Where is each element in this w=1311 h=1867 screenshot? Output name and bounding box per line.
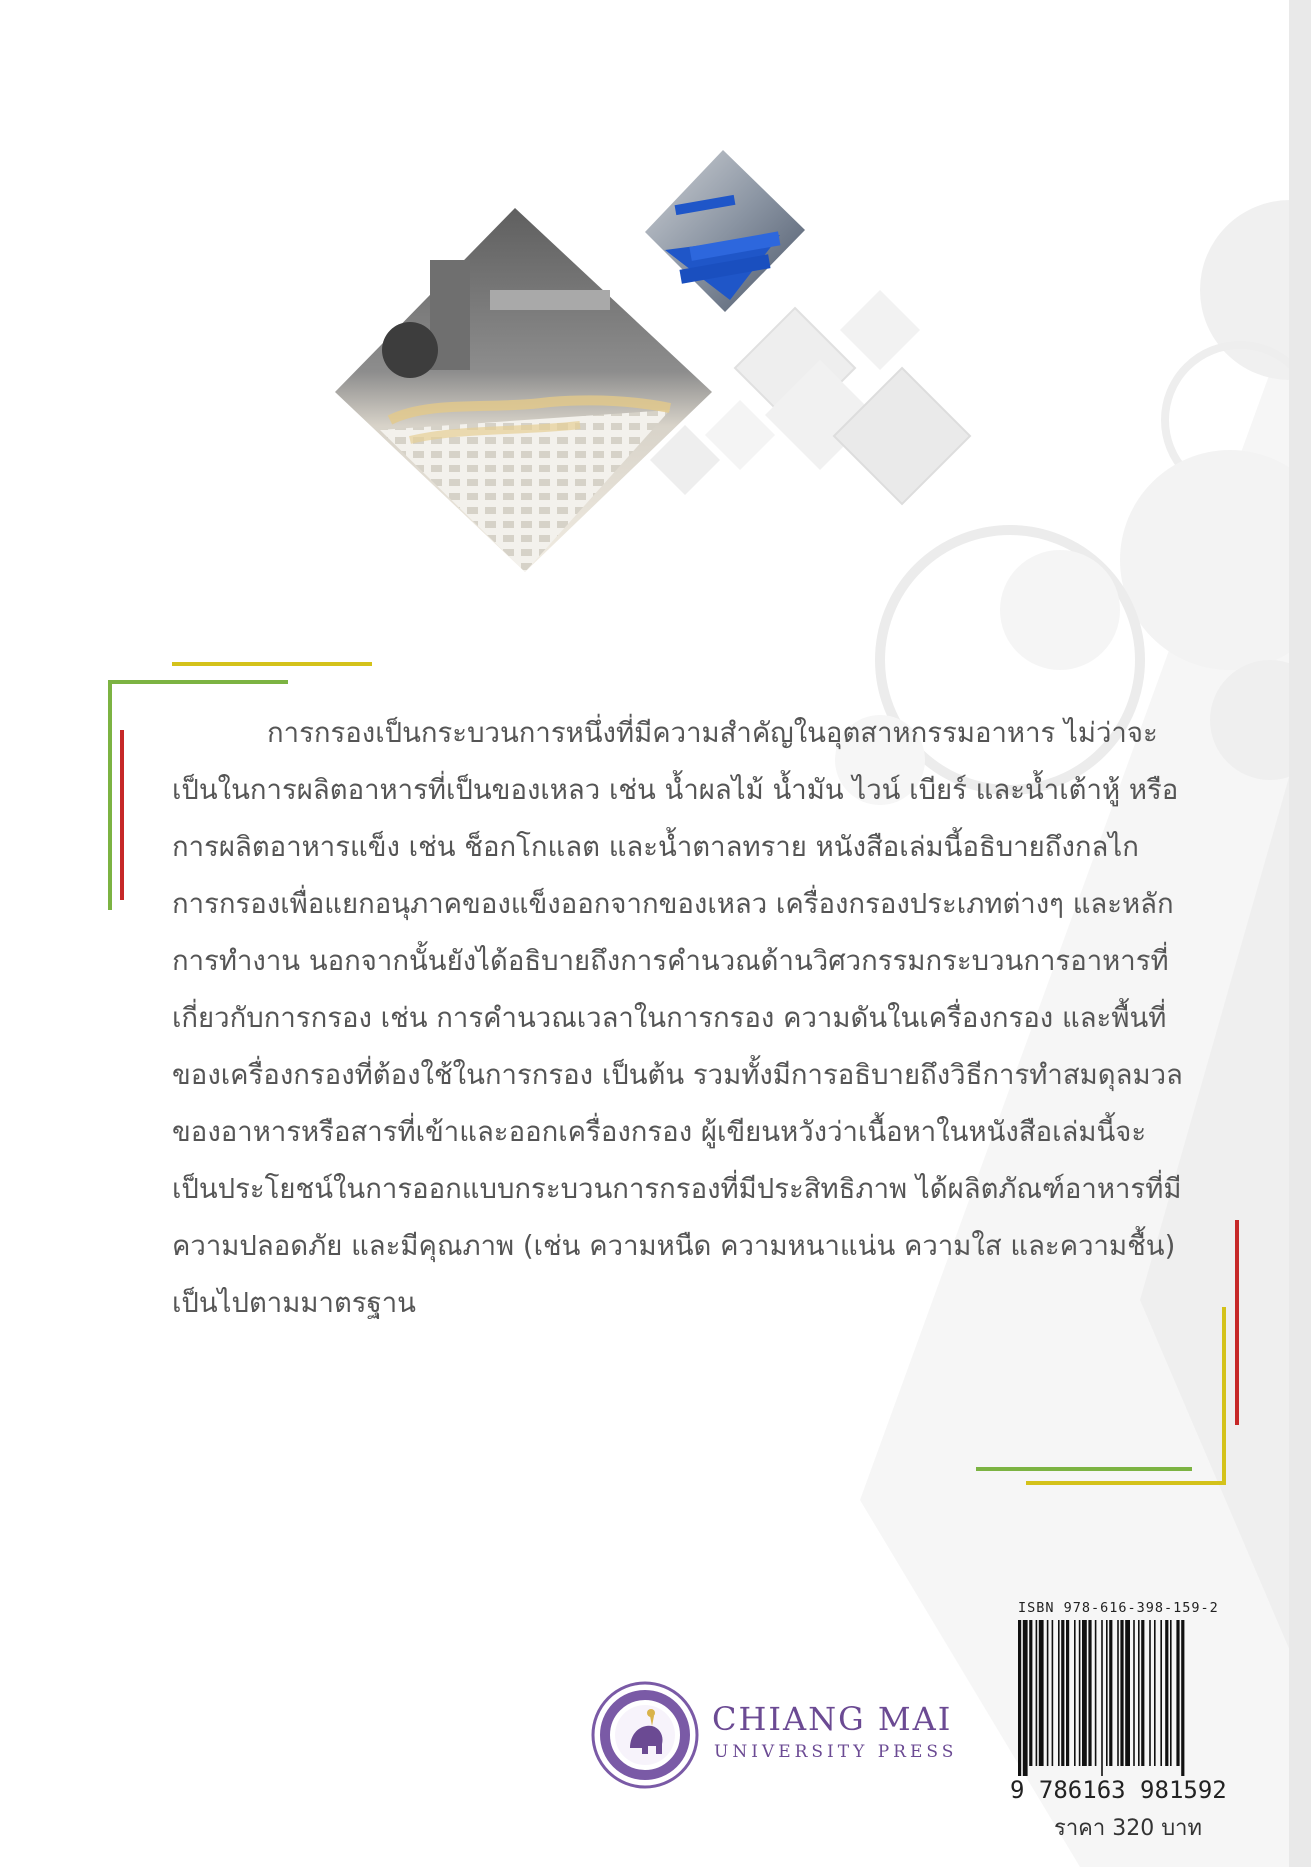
chiang-mai-university-seal-icon (590, 1680, 700, 1790)
accent-line-red-vertical-right (1235, 1220, 1239, 1425)
photo-conveyor (335, 208, 712, 572)
barcode-stripe (1029, 1620, 1032, 1766)
accent-line-green-bottom (976, 1467, 1192, 1471)
barcode-stripe (1120, 1620, 1123, 1766)
barcode-stripe (1106, 1620, 1108, 1766)
isbn-barcode-block (1010, 1600, 1250, 1841)
barcode-stripe (1101, 1620, 1103, 1776)
accent-line-yellow-bottom (1026, 1481, 1226, 1485)
barcode-digits: 9 786163 981592 (1010, 1776, 1227, 1804)
barcode-icon (1010, 1620, 1250, 1776)
barcode-stripe (1095, 1620, 1097, 1766)
barcode-stripe (1074, 1620, 1076, 1766)
barcode-stripe (1058, 1620, 1060, 1766)
barcode-stripe (1023, 1620, 1028, 1776)
barcode-stripe (1036, 1620, 1038, 1766)
accent-line-red-vertical-left (120, 730, 124, 900)
price-label: ราคา 320 บาท (1054, 1816, 1203, 1841)
accent-line-yellow-top (172, 662, 372, 666)
publisher-logo (590, 1680, 970, 1790)
barcode-stripe (1082, 1620, 1087, 1766)
book-description: การกรองเป็นกระบวนการหนึ่งที่มีความสำคัญในอุตสาหกรรมอาหาร ไม่ว่าจะเป็นในการผลิตอาหารที่เป็นของเหลว เช่น น้ำผลไม้ น้ำมัน ไวน์ เบียร์ และน้ำเต้าหู้ หรือการผลิตอาหารแข็ง เช่น ช็อกโกแลต และน้ำตาลทราย หนังสือเล่มนี้อธิบายถึงกลไกการกรองเพื่อแยกอนุภาคของแข็งออกจากของเหลว เครื่องกรองประเภทต่างๆ และหลักการทำงาน นอกจากนั้นยังได้อธิบายถึงการคำนวณด้านวิศวกรรมกระบวนการอาหารที่เกี่ยวกับการกรอง เช่น การคำนวณเวลาในการกรอง ความดันในเครื่องกรอง และพื้นที่ของเครื่องกรองที่ต้องใช้ในการกรอง เป็นต้น รวมทั้งมีการอธิบายถึงวิธีการทำสมดุลมวลของอาหารหรือสารที่เข้าและออกเครื่องกรอง ผู้เขียนหวังว่าเนื้อหาในหนังสือเล่มนี้จะเป็นประโยชน์ในการออกแบบกระบวนการกรองที่มีประสิทธิภาพ ได้ผลิตภัณฑ์อาหารที่มีความปลอดภัย และมีคุณภาพ (เช่น ความหนืด ความหนาแน่น ความใส และความชื้น) เป็นไปตามมาตรฐาน (172, 717, 1183, 1319)
barcode-stripe (1125, 1620, 1130, 1766)
photo-blue-rollers (645, 150, 805, 312)
barcode-stripe (1052, 1620, 1054, 1766)
isbn-label: ISBN 978-616-398-159-2 (1018, 1600, 1219, 1616)
barcode-stripe (1039, 1620, 1044, 1766)
barcode-stripe (1160, 1620, 1162, 1766)
accent-line-green-vertical (108, 680, 112, 910)
barcode-stripe (1079, 1620, 1081, 1766)
barcode-stripe (1154, 1620, 1156, 1766)
publisher-subtitle: UNIVERSITY PRESS (714, 1742, 958, 1762)
barcode-stripe (1170, 1620, 1172, 1766)
barcode-stripe (1018, 1620, 1021, 1776)
barcode-stripe (1138, 1620, 1140, 1766)
barcode-stripe (1133, 1620, 1135, 1766)
barcode-stripe (1165, 1620, 1168, 1766)
barcode-stripe (1117, 1620, 1119, 1766)
barcode-stripe (1109, 1620, 1112, 1766)
barcode-stripe (1066, 1620, 1069, 1766)
accent-line-green-top (108, 680, 288, 684)
barcode-stripe (1181, 1620, 1184, 1776)
accent-line-yellow-vertical (1222, 1307, 1226, 1485)
barcode-stripe (1141, 1620, 1144, 1766)
barcode-stripe (1176, 1620, 1179, 1766)
cover-right-edge (1289, 0, 1311, 1867)
barcode-stripe (1061, 1620, 1064, 1766)
barcode-stripe (1047, 1620, 1049, 1766)
barcode-stripe (1149, 1620, 1151, 1766)
barcode-stripe (1088, 1620, 1091, 1766)
publisher-name: CHIANG MAI (712, 1700, 953, 1738)
cover-photo-collage (320, 140, 1040, 600)
